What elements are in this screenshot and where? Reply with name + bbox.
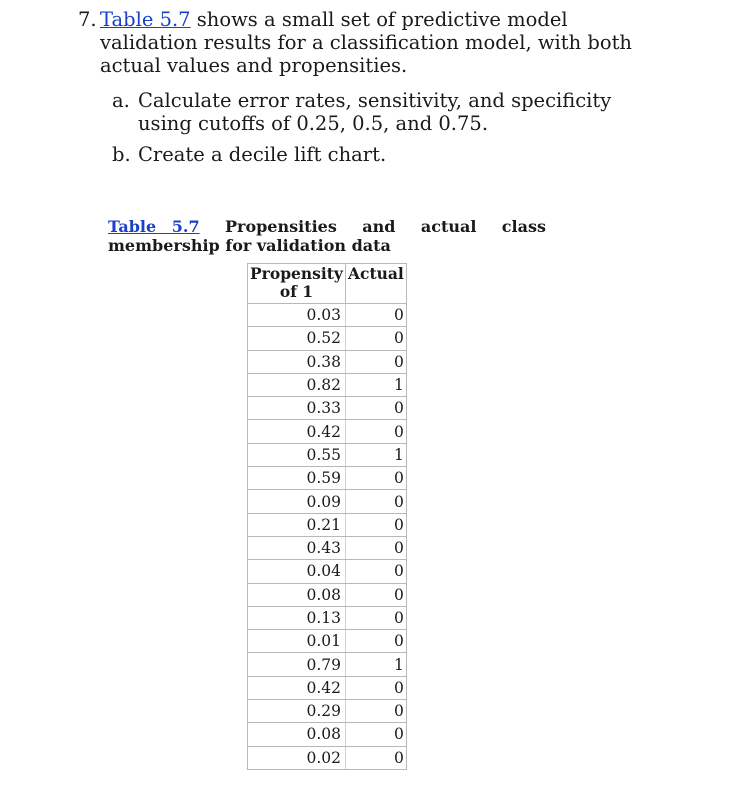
caption-line-1 — [108, 217, 546, 236]
table-row — [248, 723, 407, 746]
table-row — [248, 653, 407, 676]
question-number: 7. — [78, 8, 97, 31]
table-row — [248, 560, 407, 583]
caption-word: class — [501, 217, 546, 236]
table-row — [248, 350, 407, 373]
propensity-cell: 0.42 — [248, 420, 346, 443]
table-row — [248, 420, 407, 443]
caption-table-link[interactable]: Table 5.7 — [108, 217, 200, 236]
propensity-cell: 0.43 — [248, 536, 346, 559]
actual-cell: 0 — [346, 606, 407, 629]
actual-cell: 0 — [346, 560, 407, 583]
propensity-cell: 0.33 — [248, 397, 346, 420]
actual-cell: 0 — [346, 700, 407, 723]
table-row — [248, 513, 407, 536]
actual-cell: 0 — [346, 746, 407, 769]
actual-cell: 0 — [346, 350, 407, 373]
table-header-row — [248, 264, 407, 304]
propensity-cell: 0.08 — [248, 723, 346, 746]
actual-cell: 0 — [346, 327, 407, 350]
actual-cell: 1 — [346, 653, 407, 676]
propensity-cell: 0.09 — [248, 490, 346, 513]
question-body: shows a small set of predictive model validation results for a classification model, with both actual values and propensities. — [100, 8, 632, 77]
actual-cell: 0 — [346, 513, 407, 536]
propensity-table — [247, 263, 407, 770]
propensity-cell: 0.55 — [248, 443, 346, 466]
propensity-cell: 0.29 — [248, 700, 346, 723]
table-row — [248, 583, 407, 606]
table-row — [248, 700, 407, 723]
subpart-text: Calculate error rates, sensitivity, and specificity using cutoffs of 0.25, 0.5, and 0.75. — [138, 89, 612, 135]
actual-cell: 1 — [346, 443, 407, 466]
propensity-cell: 0.13 — [248, 606, 346, 629]
actual-cell: 0 — [346, 397, 407, 420]
table-row — [248, 327, 407, 350]
actual-cell: 0 — [346, 583, 407, 606]
propensity-cell: 0.82 — [248, 373, 346, 396]
table-row — [248, 304, 407, 327]
question-line — [78, 8, 638, 77]
question-7 — [78, 8, 638, 77]
table-body — [248, 304, 407, 770]
question-text — [100, 8, 638, 77]
table-row — [248, 746, 407, 769]
actual-cell: 0 — [346, 630, 407, 653]
caption-word: Propensities — [224, 217, 337, 236]
actual-cell: 0 — [346, 420, 407, 443]
propensity-cell: 0.79 — [248, 653, 346, 676]
table-row — [248, 630, 407, 653]
subpart-text: Create a decile lift chart. — [138, 143, 387, 166]
subpart-label: a. — [112, 89, 130, 112]
actual-cell: 0 — [346, 304, 407, 327]
table-5-7-link[interactable]: Table 5.7 — [100, 8, 191, 31]
table-row — [248, 606, 407, 629]
actual-cell: 1 — [346, 373, 407, 396]
actual-cell: 0 — [346, 490, 407, 513]
table-row — [248, 443, 407, 466]
propensity-cell: 0.02 — [248, 746, 346, 769]
actual-cell: 0 — [346, 467, 407, 490]
actual-cell: 0 — [346, 676, 407, 699]
table-row — [248, 397, 407, 420]
table-row — [248, 536, 407, 559]
subpart-a — [112, 89, 632, 135]
header-actual: Actual — [346, 264, 407, 304]
actual-cell: 0 — [346, 536, 407, 559]
table-row — [248, 373, 407, 396]
propensity-cell: 0.08 — [248, 583, 346, 606]
table-row — [248, 490, 407, 513]
propensity-cell: 0.21 — [248, 513, 346, 536]
subpart-b — [112, 143, 632, 166]
table-row — [248, 676, 407, 699]
propensity-cell: 0.04 — [248, 560, 346, 583]
propensity-cell: 0.01 — [248, 630, 346, 653]
propensity-cell: 0.59 — [248, 467, 346, 490]
propensity-cell: 0.38 — [248, 350, 346, 373]
header-propensity: Propensity of 1 — [248, 264, 346, 304]
table-row — [248, 467, 407, 490]
propensity-cell: 0.52 — [248, 327, 346, 350]
subpart-label: b. — [112, 143, 131, 166]
caption-word: and — [362, 217, 396, 236]
caption-word: actual — [420, 217, 477, 236]
caption-line-2: membership for validation data — [108, 236, 391, 255]
table-caption — [108, 217, 546, 255]
actual-cell: 0 — [346, 723, 407, 746]
propensity-cell: 0.42 — [248, 676, 346, 699]
propensity-cell: 0.03 — [248, 304, 346, 327]
